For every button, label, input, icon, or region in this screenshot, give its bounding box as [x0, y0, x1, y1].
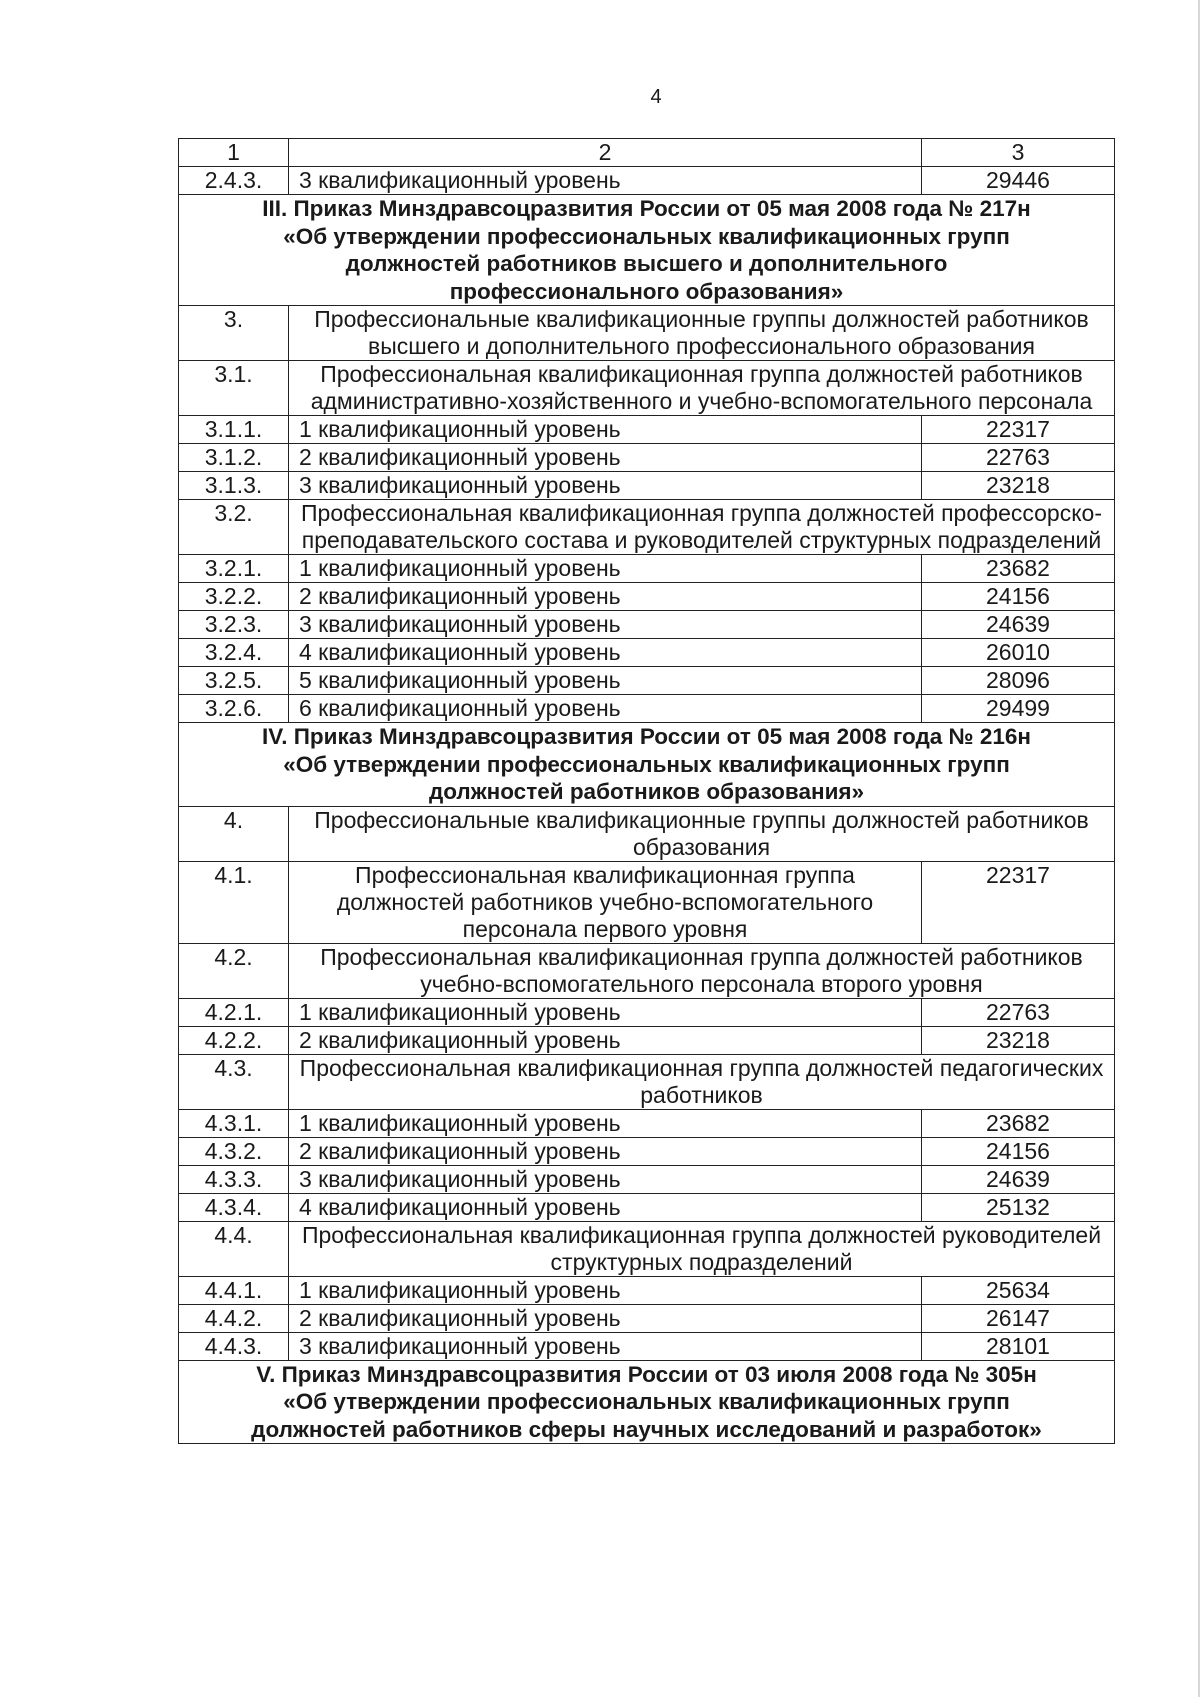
table-row [179, 472, 1115, 500]
row-number: 3.2.4. [179, 639, 289, 667]
row-name: 1 квалификационный уровень [289, 998, 922, 1026]
group-title: Профессиональные квалификационные группы должностей работников высшего и дополнительного профессионального образования [289, 306, 1115, 361]
table-row [179, 639, 1115, 667]
row-number: 4.2. [179, 943, 289, 998]
row-number: 3.2. [179, 500, 289, 555]
row-value: 23682 [922, 1109, 1115, 1137]
section-heading-line: «Об утверждении профессиональных квалификационных групп [283, 223, 1010, 249]
row-number: 4.4.2. [179, 1304, 289, 1332]
table-row [179, 1137, 1115, 1165]
table-row [179, 1193, 1115, 1221]
row-value: 26147 [922, 1304, 1115, 1332]
row-value: 25132 [922, 1193, 1115, 1221]
group-title: Профессиональная квалификационная группа должностей работников административно-хозяйственного и учебно-вспомогательного персонала [289, 361, 1115, 416]
row-value: 24639 [922, 611, 1115, 639]
row-number: 3.1.1. [179, 416, 289, 444]
group-title: Профессиональная квалификационная группа должностей профессорско-преподавательского состава и руководителей структурных подразделений [289, 500, 1115, 555]
row-number: 3.2.3. [179, 611, 289, 639]
row-value: 25634 [922, 1276, 1115, 1304]
table-row [179, 1026, 1115, 1054]
row-value: 22317 [922, 861, 1115, 943]
row-value: 23218 [922, 1026, 1115, 1054]
salary-table [178, 138, 1115, 1444]
row-value: 22763 [922, 998, 1115, 1026]
row-number: 2.4.3. [179, 167, 289, 195]
row-name: 4 квалификационный уровень [289, 639, 922, 667]
row-number: 3.2.5. [179, 667, 289, 695]
row-value: 24156 [922, 583, 1115, 611]
section-row [179, 723, 1115, 807]
row-number: 3.2.2. [179, 583, 289, 611]
row-name: 3 квалификационный уровень [289, 1165, 922, 1193]
section-heading-line: должностей работников сферы научных исследований и разработок» [251, 1416, 1042, 1442]
row-value: 26010 [922, 639, 1115, 667]
row-value: 29446 [922, 167, 1115, 195]
group-row [179, 806, 1115, 861]
row-name: 1 квалификационный уровень [289, 1109, 922, 1137]
row-value: 23682 [922, 555, 1115, 583]
row-number: 4.2.1. [179, 998, 289, 1026]
row-number: 3.2.1. [179, 555, 289, 583]
group-title: Профессиональная квалификационная группа должностей педагогических работников [289, 1054, 1115, 1109]
group-row [179, 500, 1115, 555]
table-row [179, 416, 1115, 444]
row-number: 4.4. [179, 1221, 289, 1276]
table-row [179, 1165, 1115, 1193]
section-heading-line: профессионального образования» [449, 278, 844, 304]
row-number: 4.4.3. [179, 1332, 289, 1360]
section-heading-line: V. Приказ Минздравсоцразвития России от 03 июля 2008 года № 305н [256, 1361, 1037, 1387]
row-name: 3 квалификационный уровень [289, 472, 922, 500]
row-number: 4.4.1. [179, 1276, 289, 1304]
table-header-row [179, 139, 1115, 167]
table-row [179, 1332, 1115, 1360]
table-row [179, 444, 1115, 472]
section-heading-line: «Об утверждении профессиональных квалификационных групп [283, 1389, 1010, 1414]
row-number: 4.3.4. [179, 1193, 289, 1221]
row-value: 22317 [922, 416, 1115, 444]
row-number: 3.1.3. [179, 472, 289, 500]
group-title: Профессиональные квалификационные группы должностей работников образования [289, 806, 1115, 861]
table-row [179, 998, 1115, 1026]
row-name: 2 квалификационный уровень [289, 583, 922, 611]
row-value: 24639 [922, 1165, 1115, 1193]
table-row [179, 667, 1115, 695]
row-name: 2 квалификационный уровень [289, 1026, 922, 1054]
row-value: 29499 [922, 695, 1115, 723]
group-row [179, 861, 1115, 943]
group-row [179, 943, 1115, 998]
row-number: 4. [179, 806, 289, 861]
section-row [179, 195, 1115, 306]
row-name: 2 квалификационный уровень [289, 1137, 922, 1165]
column-header-value: 3 [922, 139, 1115, 167]
row-name: 3 квалификационный уровень [289, 167, 922, 195]
section-heading-line: III. Приказ Минздравсоцразвития России от 05 мая 2008 года № 217н [262, 196, 1031, 221]
section-heading [179, 1360, 1115, 1444]
table-row [179, 167, 1115, 195]
group-row [179, 361, 1115, 416]
section-heading-line: IV. Приказ Минздравсоцразвития России от 05 мая 2008 года № 216н [262, 724, 1031, 749]
row-number: 3.1. [179, 361, 289, 416]
salary-table-body [179, 139, 1115, 1444]
row-number: 3. [179, 306, 289, 361]
group-row [179, 1221, 1115, 1276]
row-number: 4.2.2. [179, 1026, 289, 1054]
page-number: 4 [650, 86, 662, 108]
row-number: 4.1. [179, 861, 289, 943]
table-row [179, 583, 1115, 611]
section-heading-line: «Об утверждении профессиональных квалификационных групп [283, 751, 1010, 777]
table-row [179, 1276, 1115, 1304]
table-row [179, 695, 1115, 723]
row-value: 23218 [922, 472, 1115, 500]
table-row [179, 1304, 1115, 1332]
row-name: 5 квалификационный уровень [289, 667, 922, 695]
row-number: 3.1.2. [179, 444, 289, 472]
group-row [179, 1054, 1115, 1109]
table-row [179, 611, 1115, 639]
row-number: 4.3.3. [179, 1165, 289, 1193]
row-name: 1 квалификационный уровень [289, 416, 922, 444]
section-heading-line: должностей работников образования» [428, 779, 865, 804]
section-heading [179, 195, 1115, 306]
row-name: 3 квалификационный уровень [289, 1332, 922, 1360]
group-title: Профессиональная квалификационная группа должностей руководителей структурных подразделений [289, 1221, 1115, 1276]
row-number: 4.3.1. [179, 1109, 289, 1137]
group-row [179, 306, 1115, 361]
table-row [179, 1109, 1115, 1137]
row-name: 1 квалификационный уровень [289, 1276, 922, 1304]
section-heading-line: должностей работников высшего и дополнительного [345, 251, 948, 276]
group-title: Профессиональная квалификационная группа должностей работников учебно-вспомогательного персонала второго уровня [289, 943, 1115, 998]
row-value: 28101 [922, 1332, 1115, 1360]
column-header-name: 2 [289, 139, 922, 167]
row-name: 2 квалификационный уровень [289, 444, 922, 472]
row-name: 3 квалификационный уровень [289, 611, 922, 639]
row-name: 2 квалификационный уровень [289, 1304, 922, 1332]
row-value: 28096 [922, 667, 1115, 695]
section-heading [179, 723, 1115, 807]
column-header-number: 1 [179, 139, 289, 167]
row-value: 22763 [922, 444, 1115, 472]
group-title: Профессиональная квалификационная группа должностей работников учебно-вспомогательного персонала первого уровня [289, 861, 922, 943]
row-name: 6 квалификационный уровень [289, 695, 922, 723]
row-number: 4.3.2. [179, 1137, 289, 1165]
row-number: 4.3. [179, 1054, 289, 1109]
table-row [179, 555, 1115, 583]
row-number: 3.2.6. [179, 695, 289, 723]
row-name: 4 квалификационный уровень [289, 1193, 922, 1221]
section-row [179, 1360, 1115, 1444]
row-name: 1 квалификационный уровень [289, 555, 922, 583]
row-value: 24156 [922, 1137, 1115, 1165]
